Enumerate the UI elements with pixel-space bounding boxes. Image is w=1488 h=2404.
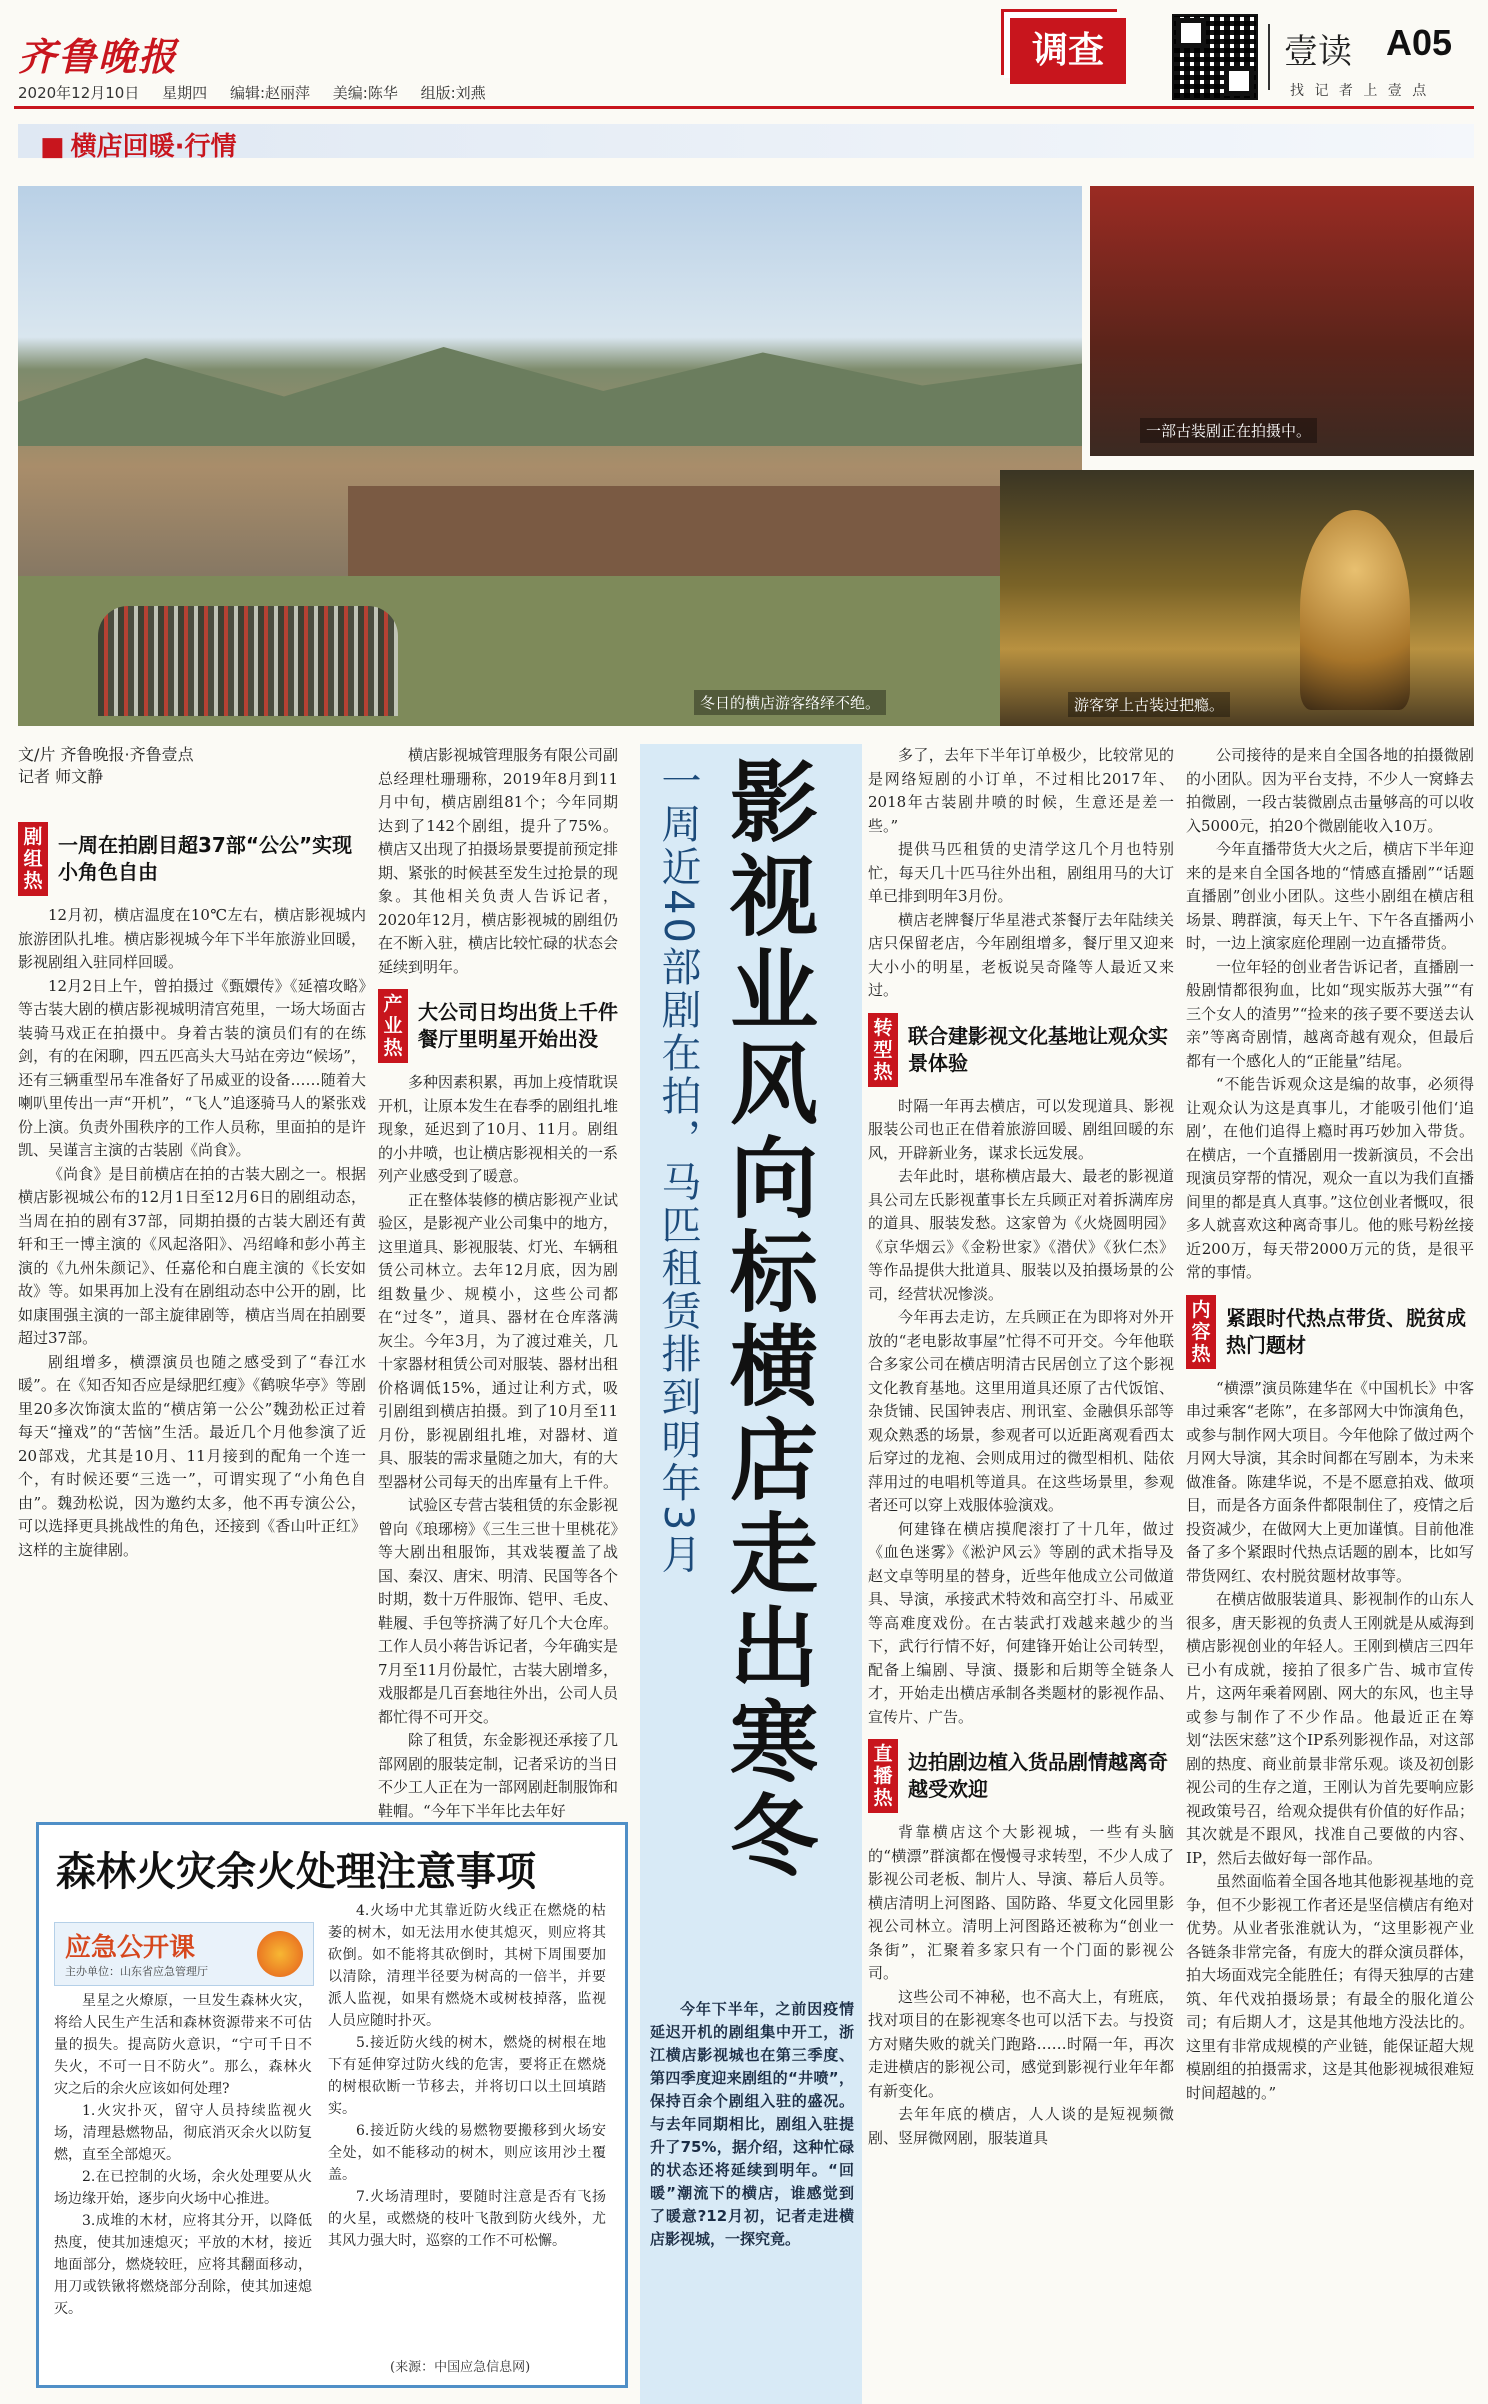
layout-credit: 组版:刘燕 <box>420 84 486 102</box>
subhead-tag: 剧组热 <box>18 822 48 896</box>
paragraph: 何建锋在横店摸爬滚打了十几年，做过《血色迷雾》《淞沪风云》等剧的武术指导及赵文卓等明星的替身，近些年他成立公司做道具、导演，承接武术特效和高空打斗、吊威亚等高难度戏份。在古装武打戏越来越少的当下，武行行情不好，何建锋开始让公司转型，配备上编剧、导演、摄影和后期等全链条人才，开始走出横店承制各类题材的影视作品、宣传片、广告。 <box>868 1519 1174 1726</box>
paragraph: 《尚食》是目前横店在拍的古装大剧之一。根据横店影视城公布的12月1日至12月6日的剧组动态，当周在拍的剧有37部，同期拍摄的古装大剧还有黄轩和王一博主演的《风起洛阳》、冯绍峰和彭小苒主演的《九州朱颜记》、任嘉伦和白鹿主演的《长安如故》等。如果再加上没有在剧组动态中公开的剧，比如康围强主演的一部主旋律剧等，横店当周在拍剧要超过37部。 <box>18 1164 366 1347</box>
paragraph: 12月2日上午，曾拍摄过《甄嬛传》《延禧攻略》等古装大剧的横店影视城明清宫苑里，一场大场面古装骑马戏正在拍摄中。身着古装的演员们有的在练剑，有的在闲聊，四五匹高头大马站在旁边“候场”，还有三辆重型吊车准备好了吊威亚的设备……随着大喇叭里传出一声“开机”，“飞人”追逐骑马人的紧张戏份上演。负责外围秩序的工作人员称，里面拍的是许凯、吴谨言主演的古装剧《尚食》。 <box>18 976 366 1159</box>
byline <box>18 744 194 788</box>
photo-hengdian-visitors <box>18 186 1082 726</box>
intro-paragraph: 今年下半年，之前因疫情延迟开机的剧组集中开工，浙江横店影视城也在第三季度、第四季度迎来剧组的“井喷”，保持百余个剧组入驻的盛况。与去年同期相比，剧组入驻提升了75%，据介绍，这种忙碌的状态还将延续到明年。“回暖”潮流下的横店，谁感觉到了暖意?12月初，记者走进横店影视城，一探究竟。 <box>650 2000 854 2248</box>
paragraph: 除了租赁，东金影视还承接了几部网剧的服装定制，记者采访的当日不少工人正在为一部网剧赶制服饰和鞋帽。“今年下半年比去年好 <box>378 1731 619 1820</box>
paragraph: 时隔一年再去横店，可以发现道具、影视服装公司也正在借着旅游回暖、剧组回暖的东风，开辟新业务，谋求长远发展。 <box>868 1096 1174 1162</box>
paragraph: “横漂”演员陈建华在《中国机长》中客串过乘客“老陈”，在多部网大中饰演角色，或参与制作网大项目。今年他除了做过两个月网大导演，其余时间都在写剧本，为未来做准备。陈建华说，不是不愿意拍戏、做项目，而是各方面条件都限制住了，疫情之后投资减少，在做网大上更加谨慎。目前他准备了多个紧跟时代热点话题的剧本，比如写带货网红、农村脱贫题材故事等。 <box>1186 1378 1474 1585</box>
logo-sponsor: 主办单位：山东省应急管理厅 <box>65 1965 208 1978</box>
paragraph: 多种因素积累，再加上疫情耽误开机，让原本发生在春季的剧组扎堆现象，延迟到了10月、11月。剧组的小井喷，也让横店影视相关的一系列产业感受到了暖意。 <box>378 1073 619 1185</box>
paragraph: 一位年轻的创业者告诉记者，直播剧一般剧情都很狗血，比如“现实版苏大强”“有三个女人的渣男”“捡来的孩子要不要送去认亲”等离奇剧情，越离奇越有观众，但最后都有一个感化人的“正能量”结尾。 <box>1186 957 1474 1070</box>
article-column-2 <box>378 744 618 1823</box>
paragraph: 提供马匹租赁的史清学这几个月也特别忙，每天几十匹马往外出租，剧组用马的大订单已排到明年3月份。 <box>868 840 1174 905</box>
paragraph: 12月初，横店温度在10℃左右，横店影视城内旅游团队扎堆。横店影视城今年下半年旅游业回暖，影视剧组入驻同样回暖。 <box>18 906 366 971</box>
subhead-drama-crew <box>18 822 366 896</box>
paragraph: “不能告诉观众这是编的故事，必须得让观众认为这是真事儿，才能吸引他们‘追剧’，在他们追得上瘾时再巧妙加入带货。在横店，一个直播剧用一拨新演员，不会出现演员穿帮的情况，观众一直以为我们直播间里的都是真人真事。”这位创业者慨叹，很多人就喜欢这种离奇事儿。他的账号粉丝接近200万，每天带2000万元的货，是很平常的事情。 <box>1186 1075 1474 1281</box>
paragraph: 横店老牌餐厅华星港式茶餐厅去年陆续关店只保留老店，今年剧组增多，餐厅里又迎来大小小的明星，老板说吴奇隆等人最近又来过。 <box>868 910 1174 999</box>
subhead-title: 边拍剧边植入货品剧情越离奇越受欢迎 <box>908 1750 1168 1801</box>
paragraph: 试验区专营古装租赁的东金影视曾向《琅琊榜》《三生三世十里桃花》等大剧出租服饰，其戏装覆盖了战国、秦汉、唐宋、明清、民国等各个时期，数十万件服饰、铠甲、毛皮、鞋履、手包等挤满了好几个大仓库。工作人员小蒋告诉记者，今年确实是7月至11月份最忙，古装大剧增多，戏服都是几百套地往外出，公司人员都忙得不可开交。 <box>378 1496 619 1726</box>
subhead-tag: 直播热 <box>868 1739 898 1813</box>
article-column-4 <box>868 744 1174 2150</box>
paragraph: 这些公司不神秘，也不高大上，有班底，找对项目的在影视寒冬也可以活下去。与投资方对赌失败的就关门跑路……时隔一年，再次走进横店的影视公司，感觉到影视行业年年都有新变化。 <box>868 1987 1174 2100</box>
art-credit: 美编:陈华 <box>332 84 398 102</box>
paragraph: 剧组增多，横漂演员也随之感受到了“春江水暖”。在《知否知否应是绿肥红瘦》《鹤唳华亭》等剧里20多次饰演太监的“横店第一公公”魏劲松正过着每天“撞戏”的“苦恼”生活。最近几个月他参演了近20部戏，尤其是10月、11月接到的配角一个连一个，有时候还要“三选一”，可谓实现了“小角色自由”。魏劲松说，因为邀约太多，他不再专演公公，可以选择更具挑战性的角色，还接到《香山叶正红》这样的主旋律剧。 <box>18 1352 366 1559</box>
issue-meta <box>18 82 504 103</box>
subhead-content <box>1186 1295 1474 1369</box>
article-column-1 <box>18 812 366 1562</box>
subhead-tag: 内容热 <box>1186 1295 1216 1369</box>
paragraph: 虽然面临着全国各地其他影视基地的竞争，但不少影视工作者还是坚信横店有绝对优势。从业者张淮就认为，“这里影视产业各链条非常完备，有庞大的群众演员群体，拍大场面戏完全能胜任；有得天独厚的古建筑、年代戏拍摄场景；有最全的服化道公司；有后期人才，这是其他地方没法比的。这里有非常成规模的产业链，能保证超大规模剧组的拍摄需求，这是其他影视城很难短时间超越的。” <box>1186 1872 1474 2102</box>
paragraph: 去年年底的横店，人人谈的是短视频微剧、竖屏微网剧，服装道具 <box>868 2105 1174 2147</box>
photo-band-title: ■ 横店回暖·行情 <box>40 126 236 163</box>
paragraph: 在横店做服装道具、影视制作的山东人很多，唐天影视的负责人王刚就是从威海到横店影视创业的年轻人。王刚到横店三四年已小有成就，接拍了很多广告、城市宣传片，这两年乘着网剧、网大的东风，也主导或参与制作了不少作品。他最近正在筹划“法医宋慈”这个IP系列影视作品，对这部剧的热度、商业前景非常乐观。谈及初创影视公司的生存之道，王刚认为首先要响应影视政策号召，给观众提供有价值的好作品；其次就是不跟风，找准自己要做的内容、IP，然后去做好每一部作品。 <box>1186 1590 1474 1867</box>
logo-title: 应急公开课 <box>65 1933 196 1963</box>
headline-intro <box>650 1998 854 2251</box>
main-headline: 影视业风向标横店走出寒冬 <box>716 756 819 1884</box>
byline-line2: 记者 师文静 <box>18 767 104 786</box>
paragraph: 去年此时，堪称横店最大、最老的影视道具公司左氏影视董事长左兵顾正对着拆满库房的道具、服装发愁。这家曾为《火烧圆明园》《京华烟云》《金粉世家》《潜伏》《狄仁杰》等作品提供大批道具、服装以及拍摄场景的公司，经营状况惨淡。 <box>868 1167 1174 1303</box>
emergency-class-logo <box>54 1922 314 1986</box>
fire-box-source: (来源：中国应急信息网) <box>390 2360 531 2375</box>
subhead-title: 一周在拍剧目超37部“公公”实现小角色自由 <box>58 833 353 884</box>
issue-weekday: 星期四 <box>162 84 208 102</box>
article-column-5 <box>1186 744 1474 2105</box>
subhead-tag: 产业热 <box>378 989 408 1063</box>
photo-caption-main: 冬日的横店游客络绎不绝。 <box>694 690 886 715</box>
qr-code-icon[interactable] <box>1172 14 1258 100</box>
paragraph: 1.火灾扑灭，留守人员持续监视火场，清理悬燃物品，彻底消灭余火以防复燃，直至全部熄灭。 <box>54 2103 312 2163</box>
page-number: A05 <box>1386 22 1453 63</box>
paragraph: 2.在已控制的火场，余火处理要从火场边缘开始，逐步向火场中心推进。 <box>54 2169 312 2207</box>
photo-costume-tourists <box>1000 470 1474 726</box>
paragraph: 公司接待的是来自全国各地的拍摄微剧的小团队。因为平台支持，不少人一窝蜂去拍微剧，一段古装微剧点击量够高的可以收入5000元，拍20个微剧能收入10万。 <box>1186 746 1474 835</box>
header-divider <box>1268 24 1270 90</box>
photo-caption-top-right: 一部古装剧正在拍摄中。 <box>1140 418 1317 443</box>
paragraph: 5.接近防火线的树木，燃烧的树根在地下有延伸穿过防火线的危害，要将正在燃烧的树根砍断一节移去，并将切口以土回填踏实。 <box>328 2035 606 2117</box>
paragraph: 4.火场中尤其靠近防火线正在燃烧的枯萎的树木，如无法用水使其熄灭，则应将其砍倒。如不能将其砍倒时，其树下周围要加以清除，清理半径要为树高的一倍半，并要派人监视，如果有燃烧木或树枝掉落，监视人员应随时扑灭。 <box>328 1903 606 2029</box>
issue-date: 2020年12月10日 <box>18 84 140 102</box>
section-tag: 调查 <box>1010 18 1126 84</box>
paragraph: 7.火场清理时，要随时注意是否有飞扬的火星，或燃烧的枝叶飞散到防火线外，尤其风力强大时，巡察的工作不可松懈。 <box>328 2189 606 2249</box>
subhead-title: 大公司日均出货上千件餐厅里明星开始出没 <box>418 1000 618 1051</box>
byline-line1: 文/片 齐鲁晚报·齐鲁壹点 <box>18 745 194 764</box>
paragraph: 背靠横店这个大影视城，一些有头脑的“横漂”群演都在慢慢寻求转型，不少人成了影视公司老板、制片人、导演、幕后人员等。横店清明上河图路、国防路、华夏文化园里影视公司林立。清明上河图路还被称为“创业一条街”，汇聚着多家只有一个门面的影视公司。 <box>868 1823 1174 1982</box>
flame-icon <box>257 1931 303 1977</box>
paragraph: 3.成堆的木材，应将其分开，以降低热度，使其加速熄灭；平放的木材，接近地面部分，燃烧较旺，应将其翻面移动，用刀或铁锹将燃烧部分刮除，使其加速熄灭。 <box>54 2213 312 2317</box>
page-staff-line: 找 记 者 上 壹 点 <box>1290 83 1430 99</box>
subhead-livestream <box>868 1739 1174 1813</box>
paragraph: 今年再去走访，左兵顾正在为即将对外开放的“老电影故事屋”忙得不可开交。今年他联合多家公司在横店明清古民居创立了这个影视文化教育基地。这里用道具还原了古代饭馆、杂货铺、民国钟表店、刑讯室、金融俱乐部等观众熟悉的场景，参观者可以近距离观看西太后穿过的龙袍、会则成用过的微型相机、陆依萍用过的电唱机等道具。在这些场景里，参观者还可以穿上戏服体验演戏。 <box>868 1308 1174 1514</box>
photo-caption-bottom-right: 游客穿上古装过把瘾。 <box>1068 692 1230 717</box>
subhead-transformation <box>868 1013 1174 1087</box>
fire-box-column-1 <box>54 1990 312 2320</box>
fire-box-title: 森林火灾余火处理注意事项 <box>56 1849 536 1895</box>
sub-headline: 一周近40部剧在拍，马匹租赁排到明年3月 <box>655 760 701 1577</box>
paragraph: 多了，去年下半年订单极少，比较常见的是网络短剧的小订单，不过相比2017年、2018年古装剧井喷的时候，生意还是差一些。” <box>868 746 1174 835</box>
paragraph: 6.接近防火线的易燃物要搬移到火场安全处，如不能移动的树木，则应该用沙土覆盖。 <box>328 2123 606 2183</box>
photo-film-shooting <box>1090 186 1474 456</box>
subhead-tag: 转型热 <box>868 1013 898 1087</box>
subhead-title: 紧跟时代热点带货、脱贫成热门题材 <box>1226 1305 1466 1357</box>
paragraph: 正在整体装修的横店影视产业试验区，是影视产业公司集中的地方，这里道具、影视服装、灯光、车辆租赁公司林立。去年12月底，因为剧组数量少、规模小，这些公司都在“过冬”，道具、器材在仓库落满灰尘。今年3月，为了渡过难关，几十家器材租赁公司对服装、器材出租价格调低15%，通过让利方式，吸引剧组到横店拍摄。到了10月至11月份，影视剧组扎堆，对器材、道具、服装的需求量随之加大，有的大型器材公司每天的出库量有上千件。 <box>378 1190 619 1491</box>
page-name: 壹读 <box>1284 32 1352 72</box>
subhead-industry <box>378 989 618 1063</box>
subhead-title: 联合建影视文化基地让观众实景体验 <box>908 1023 1168 1075</box>
newspaper-logo: 齐鲁晚报 <box>18 34 179 79</box>
fire-box-column-2 <box>328 1900 606 2252</box>
paragraph: 横店影视城管理服务有限公司副总经理杜珊珊称，2019年8月到11月中旬，横店剧组81个；今年同期达到了142个剧组，提升了75%。横店又出现了拍摄场景要提前预定排期、紧张的时候甚至发生过抢景的现象。其他相关负责人告诉记者，2020年12月，横店影视城的剧组仍在不断入驻，横店比较忙碌的状态会延续到明年。 <box>378 746 619 976</box>
editor-credit: 编辑:赵丽萍 <box>229 84 310 102</box>
header-rule <box>14 106 1474 109</box>
paragraph: 星星之火燎原，一旦发生森林火灾，将给人民生产生活和森林资源带来不可估量的损失。提高防火意识，“宁可千日不失火，不可一日不防火”。那么，森林火灾之后的余火应该如何处理? <box>54 1993 312 2097</box>
paragraph: 今年直播带货大火之后，横店下半年迎来的是来自全国各地的“情感直播剧”“话题直播剧”创业小团队。这些小剧组在横店租场景、聘群演，每天上午、下午各直播两小时，一边上演家庭伦理剧一边直播带货。 <box>1186 840 1474 952</box>
